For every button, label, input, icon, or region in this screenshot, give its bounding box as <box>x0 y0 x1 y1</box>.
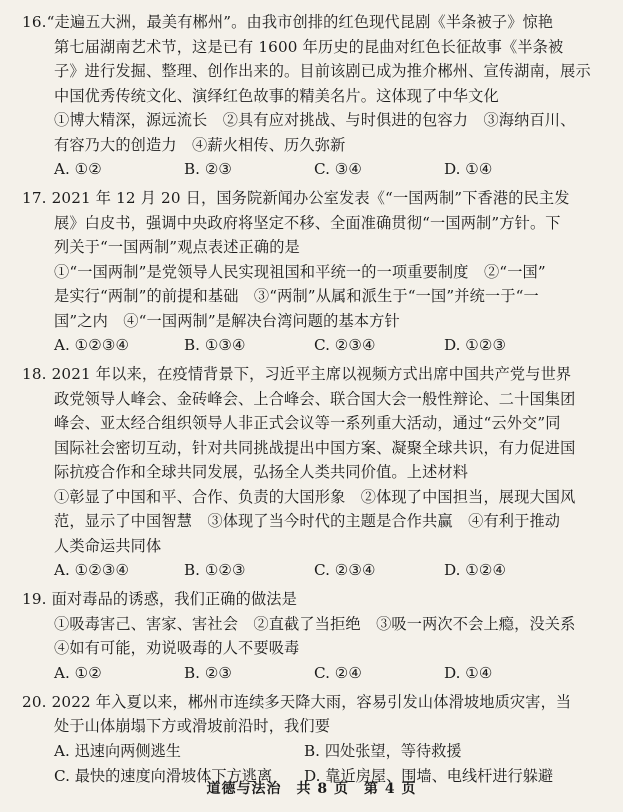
question-17-stem-line: 17. 2021 年 12 月 20 日，国务院新闻办公室发表《“一国两制”下香港的民主发 <box>22 189 570 207</box>
question-19 <box>22 587 607 686</box>
question-16-stem-line: 16.“走遍五大洲，最美有郴州”。由我市创排的红色现代昆剧《半条被子》惊艳 <box>22 13 554 31</box>
question-16-stem-line: 子》进行发掘、整理、创作出来的。目前该剧已成为推介郴州、宣传湖南，展示 <box>54 62 591 80</box>
option-d[interactable]: D. ①④ <box>444 663 493 682</box>
question-16-stem-line: 第七届湖南艺术节，这是已有 1600 年历史的昆曲对红色长征故事《半条被 <box>54 37 564 56</box>
option-c[interactable]: C. 最快的速度向滑坡体下方逃离 <box>54 766 273 785</box>
option-a[interactable]: A. 迅速向两侧逃生 <box>54 741 181 760</box>
question-19-statement-line: ④如有可能，劝说吸毒的人不要吸毒 <box>54 639 300 657</box>
question-20-stem-line: 处于山体崩塌下方或滑坡前沿时，我们要 <box>54 717 331 735</box>
question-17-statement-line: ①“一国两制”是党领导人民实现祖国和平统一的一项重要制度 ②“一国” <box>54 262 546 281</box>
option-a[interactable]: A. ①② <box>54 160 102 178</box>
option-b[interactable]: B. ②③ <box>184 160 233 178</box>
question-17-stem-line: 展》白皮书，强调中央政府将坚定不移、全面准确贯彻“一国两制”方针。下 <box>54 213 561 232</box>
question-19-stem-line: 19. 面对毒品的诱惑，我们正确的做法是 <box>22 590 297 608</box>
question-18-statement-line: 范，显示了中国智慧 ③体现了当今时代的主题是合作共赢 ④有利于推动 <box>54 512 561 530</box>
option-c[interactable]: C. ③④ <box>314 160 362 178</box>
option-d[interactable]: D. ①④ <box>444 160 493 178</box>
option-c[interactable]: C. ②④ <box>314 663 362 682</box>
question-18-statement-line: ①彰显了中国和平、合作、负责的大国形象 ②体现了中国担当，展现大国风 <box>54 487 576 506</box>
option-b[interactable]: B. ②③ <box>184 663 233 682</box>
question-18-options <box>22 558 607 583</box>
question-17-statement-line: 国”之内 ④“一国两制”是解决台湾问题的基本方针 <box>54 311 400 330</box>
question-18-stem-line: 政党领导人峰会、金砖峰会、上合峰会、联合国大会一般性辩论、二十国集团 <box>54 389 576 408</box>
option-c[interactable]: C. ②③④ <box>314 561 376 579</box>
option-d[interactable]: D. ①②④ <box>444 561 507 579</box>
question-20 <box>22 690 607 789</box>
option-d[interactable]: D. 靠近房屋、围墙、电线杆进行躲避 <box>304 766 554 785</box>
option-b[interactable]: B. 四处张望，等待救援 <box>304 741 462 760</box>
question-17-stem-line: 列关于“一国两制”观点表述正确的是 <box>54 238 300 256</box>
question-16-options <box>22 157 607 182</box>
question-16-statement-line: 有容乃大的创造力 ④薪火相传、历久弥新 <box>54 135 346 154</box>
question-18-stem-line: 国际社会密切互动，针对共同挑战提出中国方案、凝聚全球共识，有力促进国 <box>54 438 576 457</box>
question-17-statement-line: 是实行“两制”的前提和基础 ③“两制”从属和派生于“一国”并统一于“一 <box>54 287 539 305</box>
question-18-stem-line: 峰会、亚太经合组织领导人非正式会议等一系列重大活动，通过“云外交”同 <box>54 414 561 432</box>
question-17-options <box>22 333 607 358</box>
option-a[interactable]: A. ①②③④ <box>54 336 130 354</box>
question-16-statement-line: ①博大精深，源远流长 ②具有应对挑战、与时俱进的包容力 ③海纳百川、 <box>54 111 576 129</box>
option-d[interactable]: D. ①②③ <box>444 336 507 354</box>
option-b[interactable]: B. ①③④ <box>184 336 246 354</box>
option-b[interactable]: B. ①②③ <box>184 561 246 579</box>
question-19-statement-line: ①吸毒害己、害家、害社会 ②直截了当拒绝 ③吸一两次不会上瘾，没关系 <box>54 614 576 633</box>
question-18-statement-line: 人类命运共同体 <box>54 536 162 555</box>
question-16-stem-line: 中国优秀传统文化、演绎红色故事的精美名片。这体现了中华文化 <box>54 86 499 105</box>
question-19-options <box>22 661 607 686</box>
question-16 <box>22 10 607 182</box>
option-a[interactable]: A. ①② <box>54 663 102 682</box>
question-18-stem-line: 18. 2021 年以来，在疫情背景下，习近平主席以视频方式出席中国共产党与世界 <box>22 365 572 383</box>
page-footer: 道德与法治 共 8 页 第 4 页 <box>206 781 417 797</box>
option-a[interactable]: A. ①②③④ <box>54 561 130 579</box>
question-20-stem-line: 20. 2022 年入夏以来，郴州市连续多天降大雨，容易引发山体滑坡地质灾害，当 <box>22 692 572 711</box>
question-17 <box>22 186 607 358</box>
option-c[interactable]: C. ②③④ <box>314 336 376 354</box>
question-18-stem-line: 际抗疫合作和全球共同发展，弘扬全人类共同价值。上述材料 <box>54 463 469 481</box>
question-18 <box>22 362 607 583</box>
